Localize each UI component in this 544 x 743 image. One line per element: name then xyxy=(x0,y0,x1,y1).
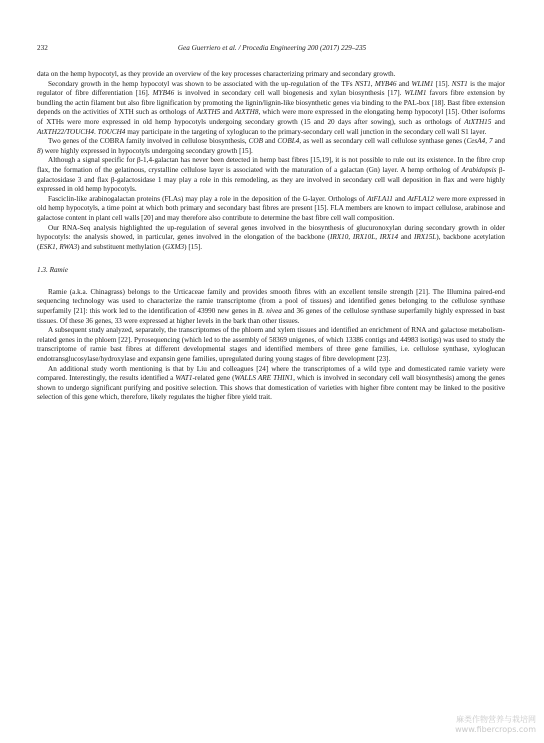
paragraph xyxy=(37,365,505,403)
text-run: were more expressed in old hemp hypocotyls, a time point at which both primary and secondary bast fibres are present [15]. FLA members are known to impact cellulose, arabinose and galactose content in plant cell walls [20] and may therefore also contribute to determine the bast fibre cell wall composition. xyxy=(37,194,505,222)
watermark xyxy=(455,715,536,735)
journal-citation: Gea Guerriero et al. / Procedia Engineering 200 (2017) 229–235 xyxy=(177,44,367,52)
text-run: -related gene ( xyxy=(192,374,235,383)
text-run: , which is involved in secondary cell wall biosynthesis) among the genes shown to undergo significant purifying and positive selection. This shows that domestication of varieties with higher fibre content may be linked to the positive selection of this gene which, therefore, likely regulates the higher fibre yield trait. xyxy=(37,374,505,402)
paragraph xyxy=(37,137,505,156)
page-header xyxy=(37,44,507,56)
italic-term: ESK1 xyxy=(39,242,56,251)
text-run: ) and substituent methylation ( xyxy=(77,242,165,251)
text-run: and xyxy=(492,137,506,146)
italic-term: WAT1 xyxy=(175,374,193,383)
text-run: ) were highly expressed in hypocotyls undergoing secondary growth [15]. xyxy=(40,146,253,155)
text-run: Two genes of the COBRA family involved in cellulose biosynthesis, xyxy=(48,137,249,146)
italic-term: MYB46 xyxy=(152,89,175,98)
section-heading: 1.3. Ramie xyxy=(37,266,68,275)
watermark-url: www.fibercrops.com xyxy=(455,725,536,734)
italic-term: CesA4 xyxy=(466,137,486,146)
italic-term: AtFLA11 xyxy=(367,194,393,203)
text-run: A subsequent study analyzed, separately, the transcriptomes of the phloem and xylem tissues and identified an enrichment of RNA and galactose metabolism-related genes in the phloem [22]. Pyrosequencing (which led to the assembly of 58369 unigenes, of which 13386 contigs and 44983 isotigs) was used to study the transcriptome of ramie bast fibres at different developmental stages and identified members of three gene families, i.e. cellulose synthase, xyloglucan endotransglucosylase/hydroxylase and expansin gene families, upregulated during young stages of fibre development [23]. xyxy=(37,326,505,364)
text-run: Fasciclin-like arabinogalactan proteins (FLAs) may play a role in the deposition of the G-layer. Orthologs of xyxy=(48,194,368,203)
italic-term: IRX15L xyxy=(413,233,437,242)
text-run: Secondary growth in the hemp hypocotyl was shown to be associated with the up-regulation of the TFs xyxy=(48,79,355,88)
text-run: and xyxy=(262,137,278,146)
italic-term: IRX10 xyxy=(329,233,349,242)
paragraph xyxy=(37,326,505,364)
italic-term: AtFLA12 xyxy=(407,194,434,203)
paragraph xyxy=(37,224,505,253)
text-run: . xyxy=(93,127,98,136)
text-run: [15]. xyxy=(433,79,452,88)
text-run: Although a signal specific for β-1,4-galactan has never been detected in hemp bast fibres [15,19], it is not possible to rule out its existence. In the fibre crop flax, the formation of the gelatinous, crystalline cellulose layer is associated with the maturation of a galactan (Gn) layer. A hemp ortholog of xyxy=(37,156,505,174)
italic-term: WLIM1 xyxy=(404,89,427,98)
italic-term: IRX14 xyxy=(379,233,399,242)
text-run: is involved in secondary cell wall biogenesis and xylan biosynthesis [17]. xyxy=(174,89,405,98)
text-run: , as well as secondary cell wall cellulose synthase genes ( xyxy=(299,137,467,146)
italic-term: COBL4 xyxy=(277,137,300,146)
italic-term: GXM3 xyxy=(164,242,185,251)
paragraph xyxy=(37,156,505,194)
text-run: , which were more expressed in the elongating hemp hypocotyl [15]. Other isoforms of XTHs were more expressed in old hemp hypocotyls undergoing secondary growth (15 and 20 days after sowing), such as orthologs of xyxy=(37,108,506,126)
text-run: may participate in the targeting of xyloglucan to the primary-secondary cell wall junction in the secondary cell wall S1 layer. xyxy=(125,127,487,136)
text-run: is the major regulator of fibre differentiation [16]. xyxy=(37,79,506,98)
paragraph xyxy=(37,80,505,138)
text-run: , xyxy=(348,233,353,242)
italic-term: RWA3 xyxy=(59,242,78,251)
italic-term: TOUCH4 xyxy=(97,127,126,136)
paragraph xyxy=(37,288,505,326)
text-run: , xyxy=(485,137,490,146)
italic-term: Arabidopsis xyxy=(461,165,497,174)
text-run: and xyxy=(398,233,414,242)
text-run: β-galactosidase 3 and flax β-galactosidase 1 may play a role in this remodeling, as they are involved in secondary cell wall deposition in flax and were highly expressed in old hemp hypocotyls. xyxy=(37,165,505,194)
text-run: and xyxy=(491,117,506,126)
paragraph xyxy=(37,70,505,80)
italic-term: WLIM1 xyxy=(411,79,434,88)
italic-term: B. nivea xyxy=(257,307,282,316)
text-run: and xyxy=(396,79,412,88)
italic-term: 8 xyxy=(37,146,41,155)
text-run: , xyxy=(375,233,380,242)
text-run: favors fibre extension by bundling the actin filament but also fibre lignification by promoting the lignin/lignin-like biosynthetic genes via binding to the PAL-box [18]. Bast fibre extension depends on the activities of XTH such as orthologs of xyxy=(37,89,506,117)
watermark-title: 麻类作物营养与栽培网 xyxy=(456,715,536,724)
text-run: An additional study worth mentioning is that by Liu and colleagues [24] where the transcriptomes of a wild type and domesticated ramie variety were compared. Interestingly, the results identified a xyxy=(37,364,505,383)
text-run: and xyxy=(220,108,235,117)
text-run: ), backbone acetylation ( xyxy=(37,233,506,251)
article-body xyxy=(37,70,505,403)
italic-term: NST1 xyxy=(354,79,371,88)
italic-term: WALLS ARE THIN1 xyxy=(234,374,294,383)
text-run: , xyxy=(55,242,60,251)
paragraph xyxy=(37,195,505,224)
text-run: , xyxy=(370,79,375,88)
italic-term: AtXTH22/TOUCH4 xyxy=(37,127,94,136)
italic-term: AtXTH5 xyxy=(196,108,221,117)
italic-term: IRX10L xyxy=(352,233,376,242)
text-run: Our RNA-Seq analysis highlighted the up-regulation of several genes involved in the biosynthesis of glucuronoxylan during secondary growth in older hypocotyls: the analysis showed, in particular, genes involved in the elongation of the backbone ( xyxy=(37,223,505,242)
text-run: ) [15]. xyxy=(184,242,203,251)
text-run: data on the hemp hypocotyl, as they provide an overview of the key processes characterizing primary and secondary growth. xyxy=(37,70,396,78)
italic-term: 7 xyxy=(489,137,493,146)
italic-term: NST1 xyxy=(451,79,468,88)
text-run: and xyxy=(392,194,408,203)
italic-term: COB xyxy=(248,137,263,146)
italic-term: MYB46 xyxy=(374,79,397,88)
text-run: Ramie (a.k.a. Chinagrass) belongs to the Urticaceae family and provides smooth fibres with an excellent tensile strength [21]. The Illumina paired-end sequencing technology was used to characterize the ramie transcriptome (from a pool of tissues) and identified genes belonging to the cellulose synthase superfamily [21]: this work led to the identification of 43990 new genes in xyxy=(37,287,505,316)
page-number: 232 xyxy=(37,44,48,52)
text-run: and 36 genes of the cellulose synthase superfamily highly expressed in bast tissues. Of these 36 genes, 33 were expressed at higher levels in the bark than other tissues. xyxy=(37,307,505,325)
italic-term: AtXTH8 xyxy=(234,108,259,117)
italic-term: AtXTH15 xyxy=(464,117,492,126)
